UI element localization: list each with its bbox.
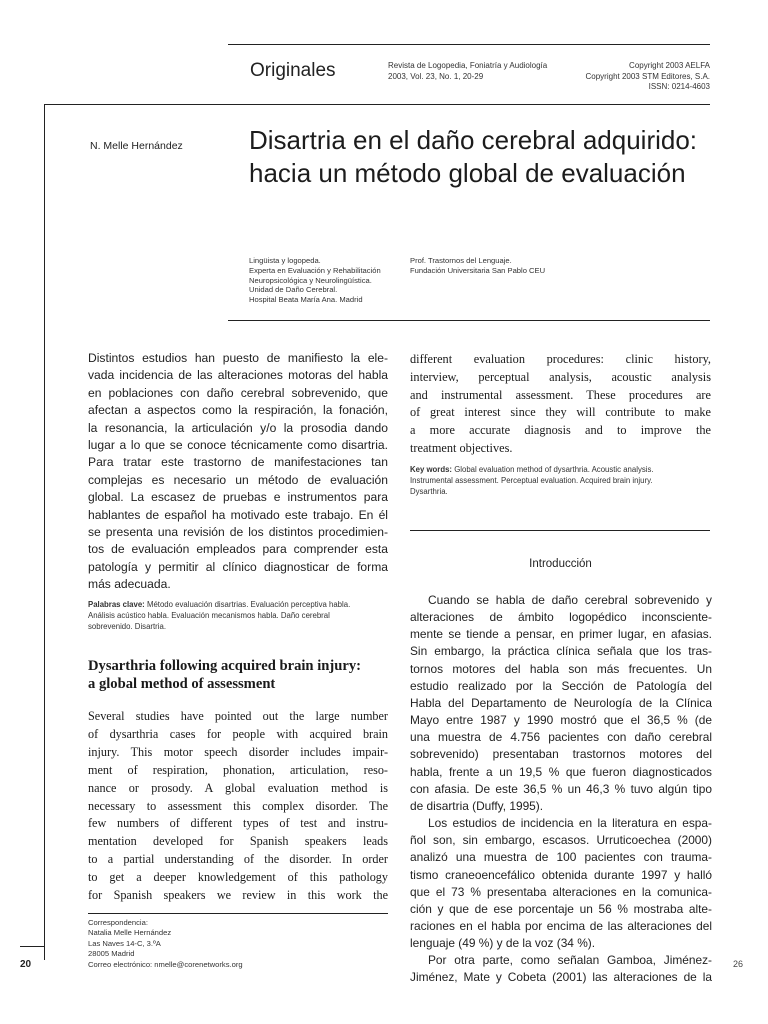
article-title-line-1: Disartria en el daño cerebral adquirido: <box>249 125 698 155</box>
body-line: mente se tiende a pensar, en primer lugar, en afasias. <box>410 627 712 642</box>
abstract-en-line: few numbers of different types of test and instru- <box>88 816 388 831</box>
affiliation-line: Hospital Beata María Ana. Madrid <box>249 295 363 305</box>
keywords-english <box>410 465 710 497</box>
affiliation-line: Neuropsicológica y Neurolingüística. <box>249 275 372 285</box>
abstract-en-line: necessary to assessment this complex disorder. The <box>88 798 388 813</box>
journal-name: Revista de Logopedia, Foniatría y Audiología <box>388 61 548 70</box>
affiliation-line: Fundación Universitaria San Pablo CEU <box>410 265 546 275</box>
body-line: Jiménez, Mate y Cobeta (2001) las alteraciones de la <box>410 970 712 985</box>
abstract-es-line: más adecuada. <box>88 577 171 592</box>
abstract-es-line: vada incidencia de las alteraciones motoras del habla <box>88 368 388 383</box>
keywords-text: Método evaluación disartrias. Evaluación perceptiva habla. <box>144 600 351 609</box>
body-line: una muestra de 4.756 pacientes con daño cerebral <box>410 730 712 745</box>
keywords-spanish <box>88 600 388 632</box>
abstract-es-line: tos de evaluación empleados para comprender esta <box>88 542 388 557</box>
introduction-body <box>410 592 712 987</box>
body-line: tismo craneoencefálico obtenida durante 1997 y halló <box>410 867 712 882</box>
article-title-line-2: hacia un método global de evaluación <box>249 158 686 188</box>
keywords-text: Global evaluation method of dysarthria. Acoustic analysis. <box>452 465 654 474</box>
abstract-en-line: mentation developed for Spanish speakers leads <box>88 834 388 849</box>
abstract-es-line: la resonancia, la articulación y/o la prosodia dando <box>88 420 388 435</box>
section-label: Originales <box>250 60 336 81</box>
affiliation-line: Experta en Evaluación y Rehabilitación <box>249 265 381 275</box>
abstract-es-line: patología y permitir al clínico diagnosticar de forma <box>88 559 388 574</box>
correspondence-block <box>88 918 243 970</box>
body-line: con afasia. De este 36,5 % un 46,3 % tuvo algún tipo <box>410 781 712 796</box>
affiliation-line: Unidad de Daño Cerebral. <box>249 285 338 295</box>
abstract-en-line: for Spanish speakers we review in this work the <box>88 888 388 903</box>
body-line: analizó una muestra de 100 pacientes con trauma- <box>410 850 712 865</box>
keywords-text: Dysarthria. <box>410 486 448 496</box>
english-title <box>88 657 393 693</box>
section-heading-introduction: Introducción <box>529 558 592 570</box>
abstract-es-line: afectan a aspectos como la respiración, la fonación, <box>88 403 388 418</box>
page-number-right: 26 <box>733 959 744 969</box>
affiliation-left <box>249 256 381 305</box>
affiliation-line: Lingüista y logopeda. <box>249 256 321 265</box>
body-line: lenguaje (49 %) y de la voz (34 %). <box>410 936 596 951</box>
abstract-spanish <box>88 350 388 594</box>
abstract-en-line: different evaluation procedures: clinic history, <box>410 352 711 366</box>
abstract-en-line: Several studies have pointed out the large number <box>88 709 388 723</box>
copyright-block <box>586 61 711 93</box>
introduction-paragraph <box>410 592 712 815</box>
correspondence-name: Natalia Melle Hernández <box>88 928 172 938</box>
journal-volume: 2003, Vol. 23, No. 1, 20-29 <box>388 71 484 81</box>
header-left-vertical-rule <box>44 105 45 960</box>
body-line: Sin embargo, la práctica clínica señala que los tras- <box>410 644 712 659</box>
body-line: Mayo entre 1987 y 1990 mostró que el 36,5 % (de <box>410 713 712 728</box>
journal-citation <box>388 61 547 82</box>
keywords-divider-rule <box>410 530 710 531</box>
abstract-en-line: ment of respiration, phonation, articulation, reso- <box>88 762 388 777</box>
abstract-en-line: nance or prosody. A global evaluation method is <box>88 780 388 795</box>
introduction-paragraph <box>410 815 712 952</box>
correspondence-label: Correspondencia: <box>88 918 148 927</box>
body-line: Habla del Departamento de Neurología de la Clínica <box>410 695 712 710</box>
header-bottom-rule <box>44 104 710 105</box>
abstract-en-line: to get a deeper knowledgement of this pathology <box>88 870 388 885</box>
abstract-english <box>88 708 388 905</box>
keywords-text: sobrevenido. Disartria. <box>88 621 167 631</box>
affiliation-right <box>410 256 545 276</box>
keywords-text: Análisis acústico habla. Evaluación mecanismos habla. Daño cerebral <box>88 610 330 620</box>
abstract-es-line: complejas es necesario un método de evaluación <box>88 472 388 487</box>
body-line: tornos motores del habla son más frecuentes. Un <box>410 661 712 676</box>
abstract-en-line: and instrumental assessment. These procedures are <box>410 387 711 402</box>
issn: ISSN: 0214-4603 <box>648 82 710 91</box>
affiliation-line: Prof. Trastornos del Lenguaje. <box>410 256 512 265</box>
title-block-bottom-rule <box>228 320 710 321</box>
correspondence-email: Correo electrónico: nmelle@corenetworks.org <box>88 959 243 969</box>
body-line: habla, frente a un 19,5 % que fueron diagnosticados <box>410 764 712 779</box>
body-line: de disartria (Duffy, 1995). <box>410 798 544 813</box>
article-title <box>249 124 719 190</box>
abstract-es-line: lugar a lo que se conoce técnicamente como disartria. <box>88 438 388 453</box>
page-number-rule <box>20 946 44 947</box>
keywords-label: Palabras clave: <box>88 600 145 609</box>
abstract-en-line: treatment objectives. <box>410 440 513 455</box>
body-line: Cuando se habla de daño cerebral sobrevenido y <box>428 593 712 607</box>
abstract-en-line: of great interest since they will contribute to make <box>410 405 711 420</box>
header-top-rule <box>228 44 710 45</box>
english-title-line-2: a global method of assessment <box>88 676 276 692</box>
keywords-text: Instrumental assessment. Perceptual evaluation. Acquired brain injury. <box>410 475 653 485</box>
abstract-english-continued <box>410 351 711 458</box>
body-line: ción y que de ese porcentaje un 56 % mostraba alte- <box>410 901 712 916</box>
body-line: estudio realizado por la Sección de Patología del <box>410 678 712 693</box>
english-title-line-1: Dysarthria following acquired brain injury: <box>88 658 361 674</box>
abstract-es-line: hablantes de español ha motivado este trabajo. En él <box>88 507 388 522</box>
keywords-label: Key words: <box>410 465 453 474</box>
abstract-es-line: Para tratar este trastorno de manifestaciones tan <box>88 455 388 470</box>
page-number-left: 20 <box>20 959 32 970</box>
correspondence-city: 28005 Madrid <box>88 949 135 959</box>
body-line: que el 73 % presentaba alteraciones en la comunica- <box>410 884 712 899</box>
abstract-es-line: global. La escasez de pruebas e instrumentos para <box>88 490 388 505</box>
copyright-stm: Copyright 2003 STM Editores, S.A. <box>585 71 710 81</box>
body-line: ñol son, sin embargo, escasos. Urruticoechea (2000) <box>410 833 712 848</box>
body-line: raciones en el habla por encima de las alteraciones del <box>410 918 712 933</box>
introduction-paragraph <box>410 952 712 986</box>
body-line: Por otra parte, como señalan Gamboa, Jiménez- <box>428 953 712 968</box>
abstract-en-line: of dysarthria cases for people with acquired brain <box>88 726 388 741</box>
correspondence-street: Las Naves 14-C, 3.ºA <box>88 938 161 948</box>
body-line: sobrevenido) presentaban trastornos motores del <box>410 747 712 762</box>
abstract-en-line: interview, perceptual analysis, acoustic analysis <box>410 369 711 384</box>
abstract-en-line: a more accurate diagnosis and to improve the <box>410 423 711 438</box>
body-line: alteraciones de ámbito logopédico inconsciente- <box>410 610 712 625</box>
copyright-aelfa: Copyright 2003 AELFA <box>629 61 710 70</box>
correspondence-rule <box>88 913 388 914</box>
abstract-en-line: to a partial understanding of the disorder. In order <box>88 852 388 867</box>
body-line: Los estudios de incidencia en la literatura en espa- <box>428 816 712 831</box>
abstract-es-line: Distintos estudios han puesto de manifiesto la ele- <box>88 351 388 365</box>
author-name: N. Melle Hernández <box>90 140 183 152</box>
abstract-es-line: en poblaciones con daño cerebral sobrevenido, que <box>88 385 388 400</box>
abstract-es-line: se presenta una revisión de los distintos procedimien- <box>88 525 388 540</box>
abstract-en-line: injury. This motor speech disorder includes impair- <box>88 744 388 759</box>
